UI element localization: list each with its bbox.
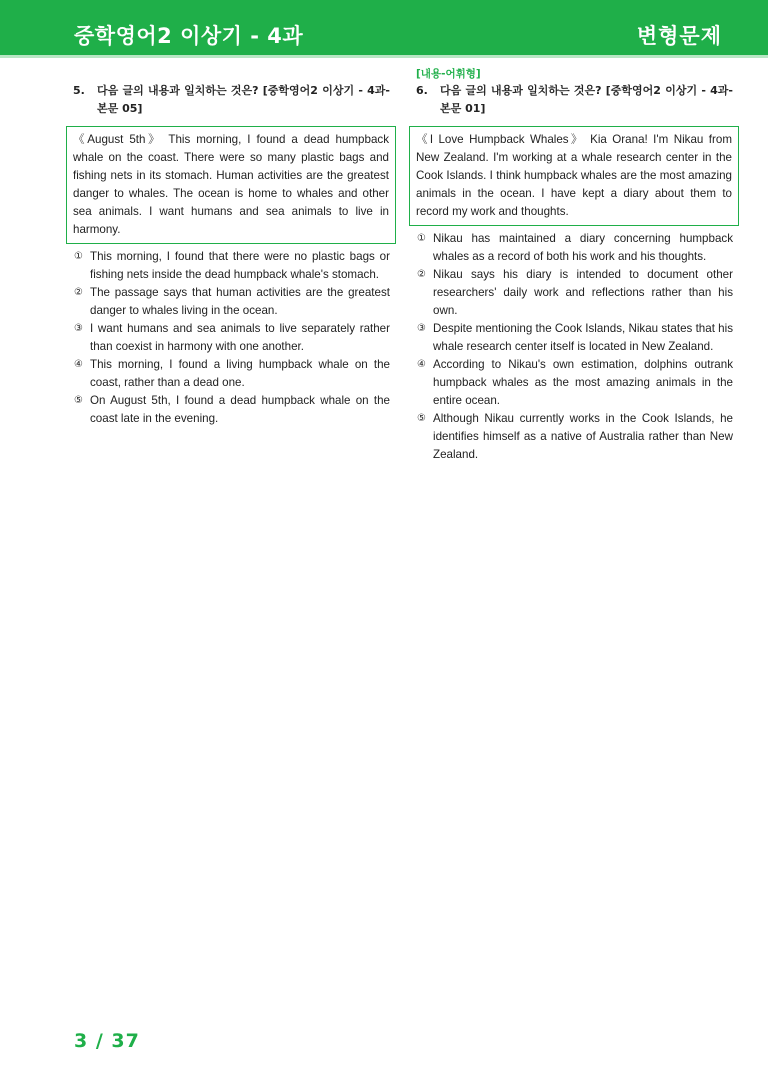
choice-text: I want humans and sea animals to live separately rather than coexist in harmony with one another.: [90, 322, 390, 353]
choice-item[interactable]: [74, 284, 390, 320]
choice-text: Although Nikau currently works in the Cook Islands, he identifies himself as a native of Australia rather than New Zealand.: [433, 412, 733, 461]
choice-item[interactable]: [417, 320, 733, 356]
choice-item[interactable]: [74, 320, 390, 356]
choice-text: This morning, I found a living humpback whale on the coast, rather than a dead one.: [90, 358, 390, 389]
passage-box: 《August 5th》 This morning, I found a dead humpback whale on the coast. There were so many plastic bags and fishing nets in its stomach. Human activities are the greatest danger to whales. The ocean is home to whales and other sea animals. I want humans and sea animals to live in harmony.: [66, 126, 396, 244]
choice-item[interactable]: [74, 248, 390, 284]
choice-text: Nikau says his diary is intended to document other researchers' daily work and reflections rather than his own.: [433, 268, 733, 317]
choice-item[interactable]: [417, 230, 733, 266]
header-section-label: 변형문제: [636, 24, 722, 48]
page-header: [0, 0, 768, 58]
choice-list: [409, 230, 739, 464]
question-5: [66, 66, 396, 428]
question-6-header: [409, 82, 739, 118]
question-5-tag-spacer: [73, 66, 396, 82]
choice-text: On August 5th, I found a dead humpback whale on the coast late in the evening.: [90, 394, 390, 425]
choice-number: ①: [74, 251, 83, 262]
choice-text: According to Nikau's own estimation, dolphins outrank humpback whales as the most amazing animals in the entire ocean.: [433, 358, 733, 407]
header-title: 중학영어2 이상기 - 4과: [74, 24, 304, 48]
choice-list: [66, 248, 396, 428]
passage-box: 《I Love Humpback Whales》 Kia Orana! I'm Nikau from New Zealand. I'm working at a whale research center in the Cook Islands. I think humpback whales are the most amazing animals in the ocean. I have kept a diary about them to record my work and thoughts.: [409, 126, 739, 226]
question-6: [409, 66, 739, 464]
choice-number: ⑤: [74, 395, 83, 406]
question-5-header: [66, 82, 396, 118]
choice-item[interactable]: [74, 392, 390, 428]
choice-number: ④: [74, 359, 83, 370]
question-type-tag: [내용-어휘형]: [416, 68, 481, 80]
question-number: 6.: [416, 84, 428, 97]
choice-item[interactable]: [417, 410, 733, 464]
question-prompt: 다음 글의 내용과 일치하는 것은? [중학영어2 이상기 - 4과-본문 05]: [97, 84, 390, 115]
choice-number: ②: [417, 269, 426, 280]
choice-text: This morning, I found that there were no plastic bags or fishing nets inside the dead humpback whale's stomach.: [90, 250, 390, 281]
choice-number: ①: [417, 233, 426, 244]
choice-text: The passage says that human activities are the greatest danger to whales living in the ocean.: [90, 286, 390, 317]
choice-number: ⑤: [417, 413, 426, 424]
choice-text: Despite mentioning the Cook Islands, Nikau states that his whale research center itself is located in New Zealand.: [433, 322, 733, 353]
choice-number: ③: [74, 323, 83, 334]
page-number: 3 / 37: [74, 1030, 140, 1052]
choice-item[interactable]: [417, 356, 733, 410]
choice-number: ④: [417, 359, 426, 370]
choice-number: ②: [74, 287, 83, 298]
choice-item[interactable]: [74, 356, 390, 392]
question-prompt: 다음 글의 내용과 일치하는 것은? [중학영어2 이상기 - 4과-본문 01]: [440, 84, 733, 115]
choice-number: ③: [417, 323, 426, 334]
choice-item[interactable]: [417, 266, 733, 320]
question-number: 5.: [73, 84, 85, 97]
choice-text: Nikau has maintained a diary concerning humpback whales as a record of both his work and his thoughts.: [433, 232, 733, 263]
